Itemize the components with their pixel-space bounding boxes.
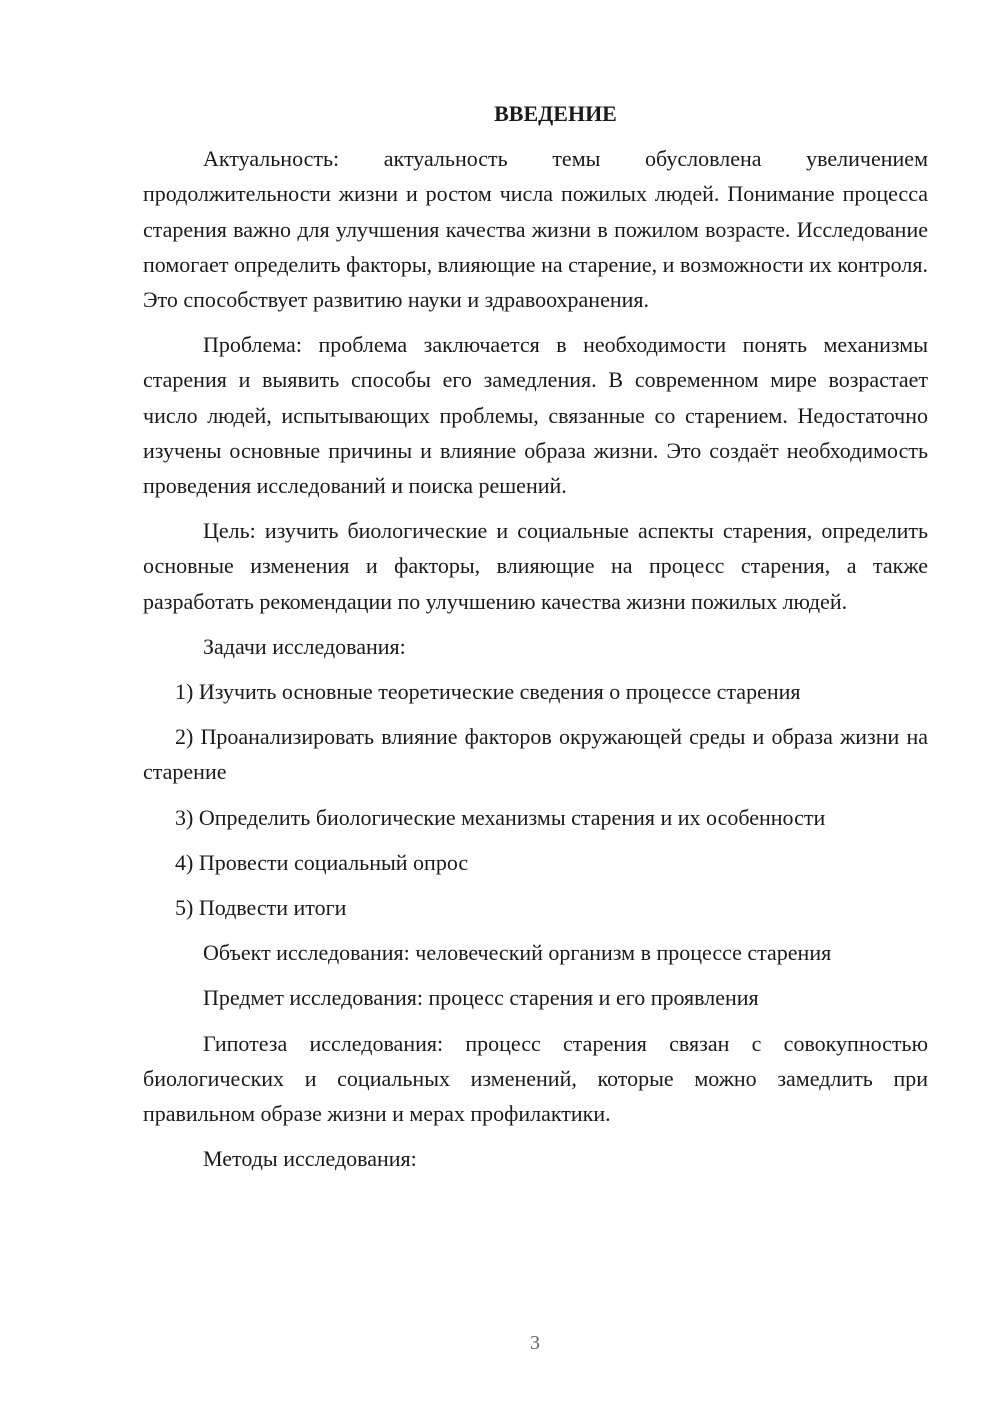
- problem-paragraph: Проблема: проблема заключается в необходимости понять механизмы старения и выявить способы его замедления. В современном мире возрастает число людей, испытывающих проблемы, связанные со старением. Недостаточно изучены основные причины и влияние образа жизни. Это создаёт необходимость проведения исследований и поиска решений.: [143, 332, 928, 499]
- task-item-5: 5) Подвести итоги: [175, 895, 347, 921]
- document-page: [143, 96, 928, 1186]
- relevance-paragraph: Актуальность: актуальность темы обусловлена увеличением продолжительности жизни и ростом числа пожилых людей. Понимание процесса старения важно для улучшения качества жизни в пожилом возрасте. Исследование помогает определить факторы, влияющие на старение, и возможности их контроля. Это способствует развитию науки и здравоохранения.: [143, 146, 928, 313]
- task-item-2: 2) Проанализировать влияние факторов окружающей среды и образа жизни на старение: [143, 724, 928, 785]
- subject-line: Предмет исследования: процесс старения и его проявления: [203, 985, 759, 1011]
- hypothesis-paragraph: Гипотеза исследования: процесс старения связан с совокупностью биологических и социальных изменений, которые можно замедлить при правильном образе жизни и мерах профилактики.: [143, 1030, 928, 1127]
- tasks-heading: Задачи исследования:: [203, 633, 406, 659]
- task-item-4: 4) Провести социальный опрос: [175, 849, 469, 875]
- task-item-1: 1) Изучить основные теоретические сведения о процессе старения: [175, 679, 801, 705]
- task-item-3: 3) Определить биологические механизмы старения и их особенности: [175, 804, 826, 830]
- object-line: Объект исследования: человеческий организм в процессе старения: [203, 940, 832, 966]
- methods-heading: Методы исследования:: [203, 1146, 417, 1172]
- goal-paragraph: Цель: изучить биологические и социальные аспекты старения, определить основные изменения и факторы, влияющие на процесс старения, а также разработать рекомендации по улучшению качества жизни пожилых людей.: [143, 518, 928, 614]
- page-title: ВВЕДЕНИЕ: [494, 101, 617, 126]
- page-number: 3: [530, 1332, 540, 1354]
